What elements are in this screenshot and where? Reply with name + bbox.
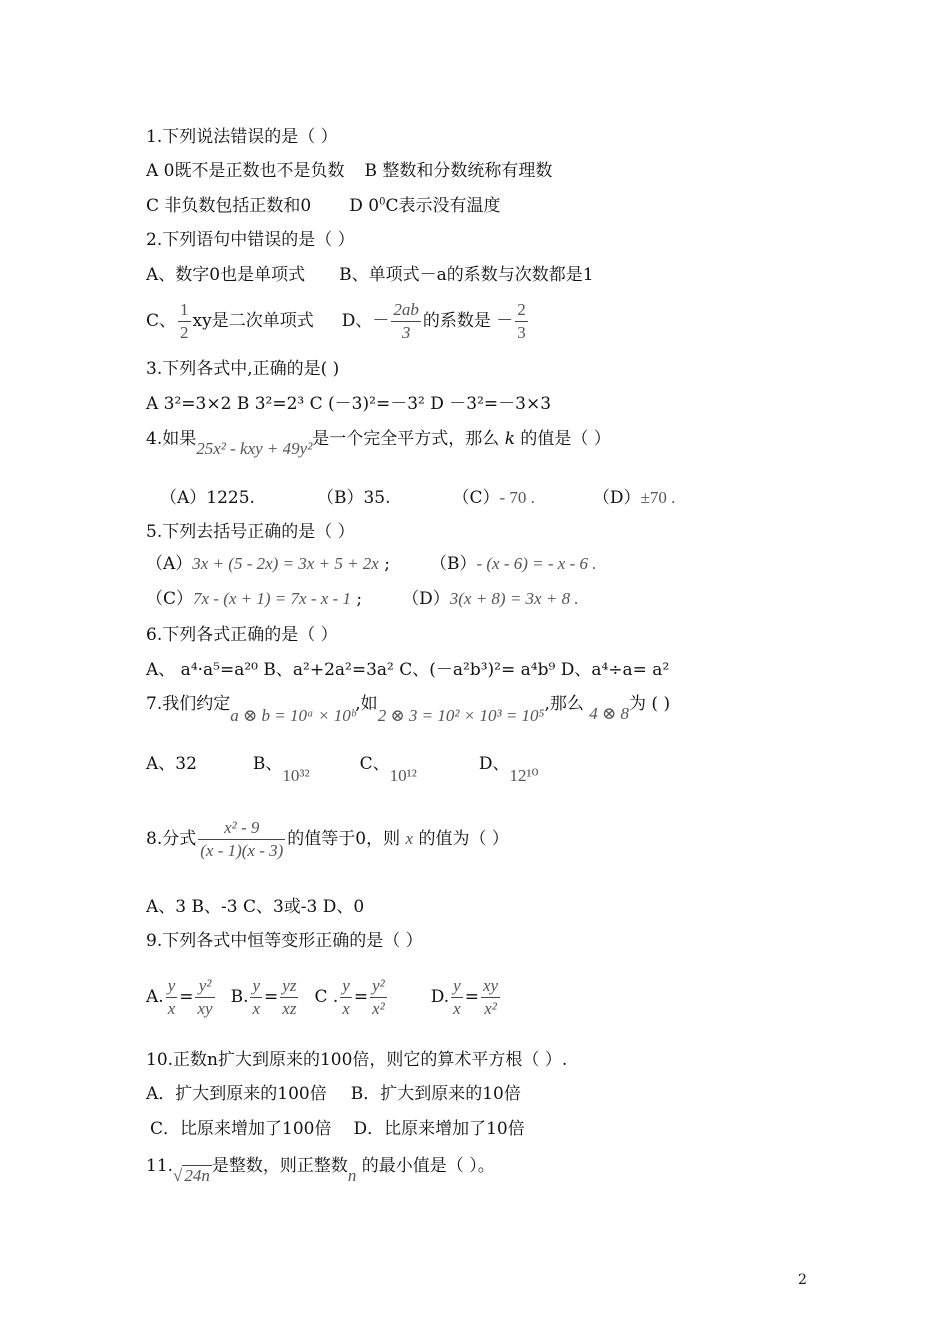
- option-c: C 非负数包括正数和0: [146, 196, 312, 216]
- question-4-stem: 4.如果25x² - kxy + 49y²是一个完全平方式，那么 k 的值是（ ）: [146, 429, 611, 458]
- question-1-stem: 1.下列说法错误的是（ ）: [146, 127, 338, 147]
- fraction-two-thirds: $\frac{2}{3}$: [517, 300, 526, 342]
- option-a: A、数字0也是单项式: [146, 265, 306, 285]
- question-7-options: A、32 B、10³²C、10¹²D、12¹⁰: [146, 754, 539, 785]
- option-d: D $0^0C$表示没有温度: [349, 196, 501, 216]
- operation-example: 2 ⊗ 3 = 10² × 10³ = 10⁵: [377, 706, 545, 725]
- question-1-options-ab: [146, 160, 552, 182]
- question-8-options: A、3 B、-3 C、3或-3 D、0: [146, 897, 365, 917]
- question-4-options: [160, 487, 675, 509]
- option-b-value: 10³²: [282, 766, 310, 785]
- question-10-options-ab: [146, 1083, 521, 1105]
- question-2-options-ab: [146, 264, 594, 286]
- square-root-expression: √ 24n: [173, 1166, 210, 1185]
- fraction-one-half: $\frac{1}{2}$: [180, 300, 189, 342]
- question-10-options-cd: [150, 1118, 525, 1140]
- question-11-stem: 11.√ 24n 是整数，则正整数n 的最小值是（ ）。: [146, 1156, 495, 1185]
- option-d: D．比原来增加了10倍: [353, 1119, 525, 1139]
- option-b-expression: - (x - 6) = - x - 6 .: [476, 554, 597, 573]
- operation-definition: a ⊗ b = 10ᵃ × 10ᵇ: [230, 706, 356, 725]
- option-a: A．扩大到原来的100倍: [146, 1084, 327, 1104]
- fraction-2ab-over-3: $\frac{2ab}{3}$: [393, 300, 419, 342]
- question-7-stem: 7.我们约定a ⊗ b = 10ᵃ × 10ᵇ,如2 ⊗ 3 = 10² × 10³ = 10⁵,那么 4 ⊗ 8为 ( ): [146, 694, 671, 725]
- rational-expression: $\frac{\text{x² - 9}}{(x - 1)(x - 3)}$: [200, 818, 284, 860]
- question-6-stem: 6.下列各式正确的是（ ）: [146, 625, 338, 645]
- question-6-options: A、 a⁴·a⁵=a²⁰ B、a²+2a²=3a² C、(－a²b³)²= a⁴b⁹ D、a⁴÷a= a²: [146, 660, 670, 680]
- option-c: C．比原来增加了100倍: [150, 1119, 332, 1139]
- question-1-options-cd: [146, 195, 500, 217]
- option-c-value: 10¹²: [389, 766, 417, 785]
- option-c-expression: 7x - (x + 1) = 7x - x - 1: [193, 589, 351, 608]
- option-b: B 整数和分数统称有理数: [364, 161, 553, 181]
- question-5-options-ab: （A）3x + (5 - 2x) = 3x + 5 + 2x ; （B）- (x - 6) = - x - 6 .: [146, 554, 597, 574]
- question-2-stem: 2.下列语句中错误的是（ ）: [146, 230, 355, 250]
- option-b: B、单项式－a的系数与次数都是1: [339, 265, 594, 285]
- option-b: （B）35.: [316, 488, 391, 508]
- option-a-expression: 3x + (5 - 2x) = 3x + 5 + 2x: [192, 554, 379, 573]
- option-a: A、32: [146, 754, 197, 774]
- question-8-stem: 8.分式 $\frac{\text{x² - 9}}{(x - 1)(x - 3)}$ 的值等于0，则 x 的值为（ ）: [146, 818, 509, 860]
- option-b: B．扩大到原来的10倍: [350, 1084, 521, 1104]
- question-2-options-cd: C、 $\frac{1}{2}$ xy是二次单项式 D、－ $\frac{2ab}{3}$ 的系数是 － $\frac{2}{3}$: [146, 300, 526, 342]
- option-c: （C）- 70 .: [452, 488, 535, 508]
- page-number: 2: [798, 1272, 807, 1288]
- question-3-stem: 3.下列各式中,正确的是( ): [146, 359, 340, 379]
- question-5-stem: 5.下列去括号正确的是（ ）: [146, 522, 355, 542]
- option-d-value: 12¹⁰: [509, 766, 539, 785]
- question-3-options: A 3²=3×2 B 3²=2³ C (－3)²=－3² D －3²=－3×3: [146, 394, 552, 414]
- quadratic-expression: 25x² - kxy + 49y²: [196, 439, 313, 458]
- option-a: （A）1225.: [160, 488, 255, 508]
- option-a: A 0既不是正数也不是负数: [146, 161, 345, 181]
- option-d: （D）±70 .: [592, 488, 676, 508]
- question-9-stem: 9.下列各式中恒等变形正确的是（ ）: [146, 931, 423, 951]
- option-d-expression: 3(x + 8) = 3x + 8 .: [449, 589, 579, 608]
- operation-question: 4 ⊗ 8: [589, 704, 630, 723]
- question-5-options-cd: （C）7x - (x + 1) = 7x - x - 1 ; （D）3(x + 8) = 3x + 8 .: [146, 589, 579, 609]
- question-9-options: A. $\frac{y}{x}$ = $\frac{\text{y²}}{xy}$ B. $\frac{y}{x}$ = $\frac{yz}{xz}$ C . $\frac{y}{x}$ = $\frac{\text{y²}}{\text{x²}}$ D. $\frac{y}{x}$ = $\frac{xy}{\text{x²}}$: [146, 976, 499, 1018]
- question-10-stem: 10.正数n扩大到原来的100倍，则它的算术平方根（ ）.: [146, 1050, 568, 1070]
